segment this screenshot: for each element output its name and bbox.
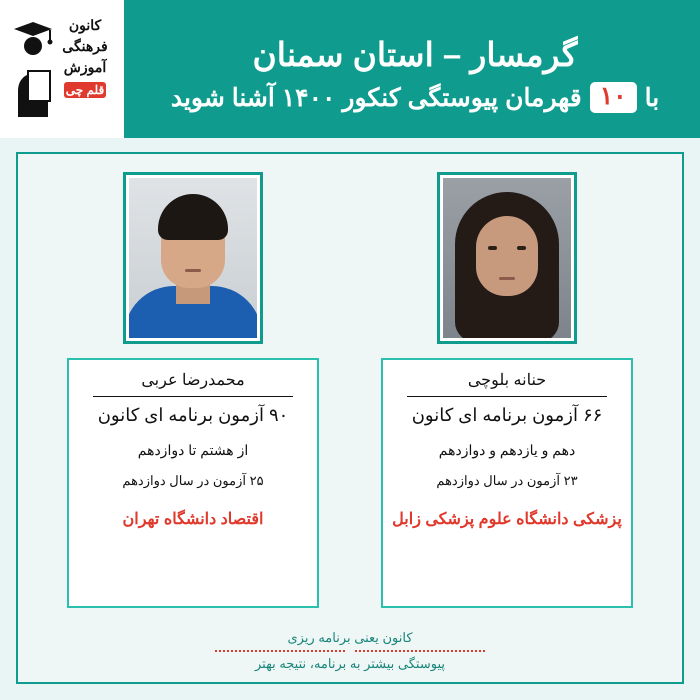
logo-wordmark <box>54 15 116 99</box>
footer <box>18 630 682 672</box>
logo-word-2: فرهنگی <box>62 38 108 54</box>
student-result: پزشکی دانشگاه علوم پزشکی زابل <box>392 511 622 528</box>
student-grades: دهم و یازدهم و دوازدهم <box>438 442 576 458</box>
student-name: محمدرضا عربی <box>93 370 293 397</box>
student-result: اقتصاد دانشگاه تهران <box>122 511 264 528</box>
student-year-exams: ۲۳ آزمون در سال دوازدهم <box>436 473 578 488</box>
female-student-photo <box>443 178 571 338</box>
logo-word-1: کانون <box>68 17 102 33</box>
student-name: حنانه بلوچی <box>407 370 607 397</box>
dotted-line-left <box>355 650 485 652</box>
student-info-box <box>381 358 633 608</box>
student-photo-frame <box>437 172 577 344</box>
subtitle-suffix: قهرمان پیوستگی کنکور ۱۴۰۰ آشنا شوید <box>170 83 582 112</box>
logo-brand-badge: قلم چی <box>65 83 105 97</box>
student-card <box>363 172 651 608</box>
header-banner <box>0 0 700 138</box>
student-info-box <box>67 358 319 608</box>
footer-slogan-2: پیوستگی بیشتر به برنامه، نتیجه بهتر <box>255 656 445 671</box>
graduate-figure-icon <box>10 13 56 125</box>
student-exam-count: ۶۶ آزمون برنامه ای کانون <box>411 405 603 425</box>
student-photo-frame <box>123 172 263 344</box>
dotted-line-right <box>215 650 345 652</box>
footer-slogan-1: کانون یعنی برنامه ریزی <box>287 630 413 645</box>
content-frame <box>16 152 684 684</box>
footer-divider <box>18 650 682 652</box>
kanoon-logo <box>0 0 124 138</box>
male-student-photo <box>129 178 257 338</box>
subtitle-prefix: با <box>644 83 660 112</box>
student-year-exams: ۲۵ آزمون در سال دوازدهم <box>122 473 264 488</box>
student-grades: از هشتم تا دوازدهم <box>137 442 249 458</box>
logo-word-3: آموزش <box>63 59 107 75</box>
count-badge: ۱۰ <box>590 82 637 112</box>
student-cards <box>18 154 682 608</box>
student-card <box>49 172 337 608</box>
poster-subtitle <box>134 82 696 112</box>
header-text-block <box>124 25 700 112</box>
poster-title: گرمسار – استان سمنان <box>252 36 578 74</box>
student-exam-count: ۹۰ آزمون برنامه ای کانون <box>97 405 289 425</box>
